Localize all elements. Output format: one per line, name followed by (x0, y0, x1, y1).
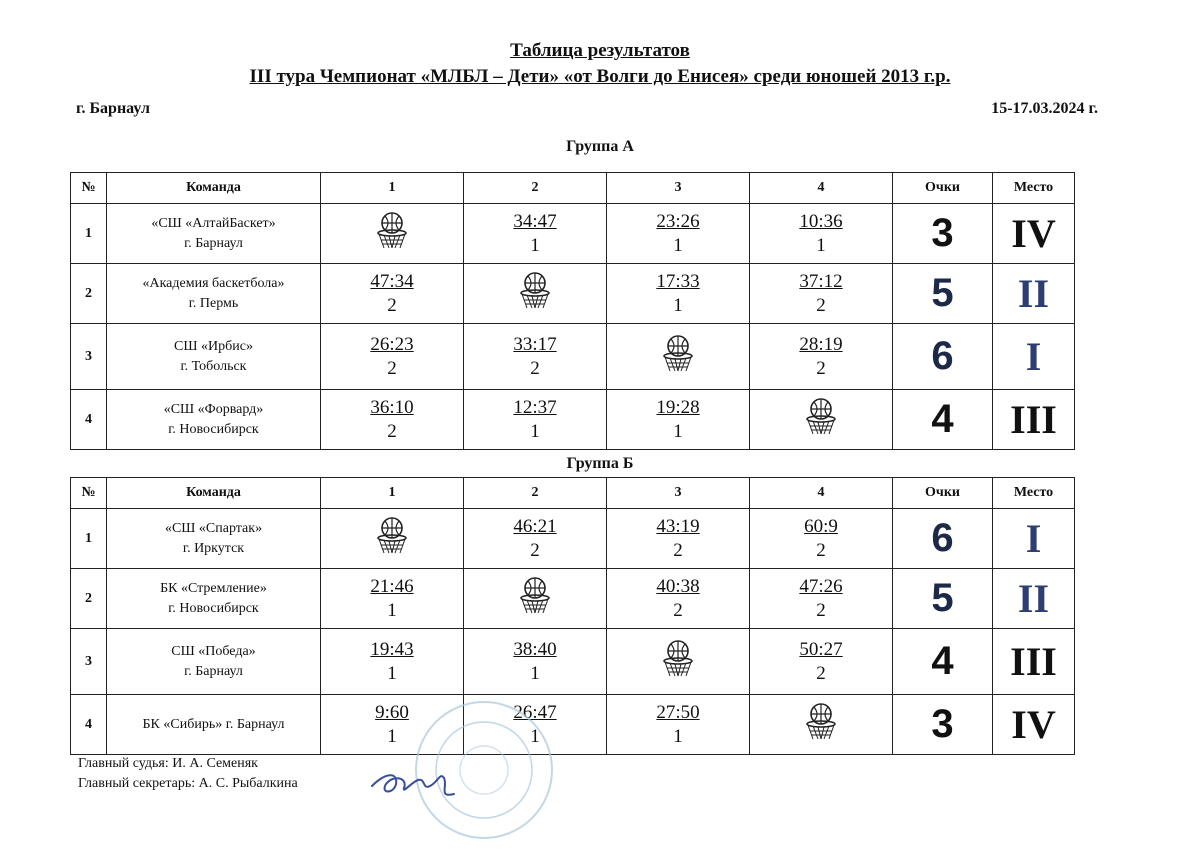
total-points: 3 (893, 204, 993, 264)
place-value: I (993, 509, 1075, 569)
game-score: 47:26 (799, 575, 843, 597)
place-value: II (993, 569, 1075, 629)
group-a-table (70, 172, 1075, 450)
col-team: Команда (107, 478, 321, 509)
team-city-line: г. Барнаул (184, 663, 243, 679)
team-name (107, 695, 321, 755)
signature-icon (368, 764, 460, 804)
team-name-line: «Академия баскетбола» (142, 275, 285, 291)
self-cell (464, 264, 607, 324)
document-title: Таблица результатов (510, 40, 690, 61)
game-score: 43:19 (656, 515, 700, 537)
team-city-line: г. Иркутск (182, 540, 245, 556)
chief-judge: Главный судья: И. А. Семеняк (78, 756, 258, 771)
self-cell (750, 390, 893, 450)
place-value: III (993, 629, 1075, 695)
game-cell (750, 629, 893, 695)
team-city-line: г. Новосибирск (168, 600, 259, 616)
game-points: 1 (673, 294, 683, 316)
game-score: 26:47 (513, 701, 557, 723)
game-cell (464, 509, 607, 569)
place-value: III (993, 390, 1075, 450)
game-score: 21:46 (370, 575, 414, 597)
team-city-line: г. Тобольск (180, 358, 247, 374)
team-name (107, 509, 321, 569)
game-points: 1 (673, 420, 683, 442)
game-points: 1 (530, 420, 540, 442)
game-points: 1 (673, 234, 683, 256)
game-cell (464, 324, 607, 390)
game-points: 2 (530, 539, 540, 561)
self-cell (750, 695, 893, 755)
self-cell (607, 324, 750, 390)
game-points: 2 (816, 599, 826, 621)
place-value: I (993, 324, 1075, 390)
team-name-line: «СШ «АлтайБаскет» (151, 215, 276, 231)
header-row (71, 478, 1075, 509)
game-points: 1 (816, 234, 826, 256)
game-score: 28:19 (799, 333, 843, 355)
game-points: 1 (530, 725, 540, 747)
game-points: 1 (673, 725, 683, 747)
city-label: г. Барнаул (76, 100, 150, 117)
col-num: № (71, 478, 107, 509)
total-points: 4 (893, 629, 993, 695)
game-points: 2 (816, 539, 826, 561)
chief-secretary: Главный секретарь: А. С. Рыбалкина (78, 776, 298, 791)
game-points: 1 (387, 662, 397, 684)
col-team: Команда (107, 173, 321, 204)
game-score: 33:17 (513, 333, 557, 355)
basketball-hoop-icon (515, 271, 555, 311)
basketball-hoop-icon (372, 516, 412, 556)
game-score: 50:27 (799, 638, 843, 660)
basketball-hoop-icon (801, 702, 841, 742)
game-cell (464, 204, 607, 264)
col-1: 1 (321, 478, 464, 509)
basketball-hoop-icon (658, 334, 698, 374)
game-score: 47:34 (370, 270, 414, 292)
team-name-line: «СШ «Спартак» (164, 520, 263, 536)
team-name (107, 629, 321, 695)
game-points: 2 (816, 662, 826, 684)
table-row (71, 324, 1075, 390)
game-score: 9:60 (375, 701, 409, 723)
place-value: II (993, 264, 1075, 324)
row-number: 3 (71, 629, 107, 695)
team-name (107, 390, 321, 450)
table-row (71, 629, 1075, 695)
row-number: 3 (71, 324, 107, 390)
game-cell (607, 390, 750, 450)
col-1: 1 (321, 173, 464, 204)
game-score: 38:40 (513, 638, 557, 660)
game-cell (607, 569, 750, 629)
game-score: 36:10 (370, 396, 414, 418)
game-cell (321, 629, 464, 695)
game-points: 2 (816, 294, 826, 316)
total-points: 6 (893, 509, 993, 569)
col-place: Место (993, 478, 1075, 509)
group-b-table (70, 477, 1075, 755)
col-place: Место (993, 173, 1075, 204)
place-value: IV (993, 204, 1075, 264)
self-cell (464, 569, 607, 629)
col-4: 4 (750, 478, 893, 509)
game-cell (607, 204, 750, 264)
game-points: 1 (530, 662, 540, 684)
team-name-line: БК «Сибирь» г. Барнаул (142, 716, 285, 732)
total-points: 3 (893, 695, 993, 755)
game-points: 2 (816, 357, 826, 379)
team-name-line: СШ «Победа» (171, 643, 256, 659)
game-cell (750, 509, 893, 569)
col-2: 2 (464, 173, 607, 204)
document-subtitle: III тура Чемпионат «МЛБЛ – Дети» «от Волги до Енисея» среди юношей 2013 г.р. (249, 66, 951, 87)
game-points: 2 (530, 357, 540, 379)
game-cell (321, 390, 464, 450)
col-4: 4 (750, 173, 893, 204)
game-score: 19:28 (656, 396, 700, 418)
team-city-line: г. Пермь (188, 295, 239, 311)
game-points: 2 (387, 294, 397, 316)
header-row (71, 173, 1075, 204)
game-points: 1 (530, 234, 540, 256)
game-points: 1 (387, 599, 397, 621)
game-points: 2 (387, 420, 397, 442)
row-number: 1 (71, 204, 107, 264)
game-score: 34:47 (513, 210, 557, 232)
game-cell (464, 390, 607, 450)
col-3: 3 (607, 173, 750, 204)
col-num: № (71, 173, 107, 204)
table-row (71, 509, 1075, 569)
table-row (71, 695, 1075, 755)
game-points: 2 (673, 539, 683, 561)
game-cell (750, 264, 893, 324)
row-number: 1 (71, 509, 107, 569)
game-score: 19:43 (370, 638, 414, 660)
game-cell (607, 509, 750, 569)
game-cell (464, 629, 607, 695)
game-cell (750, 569, 893, 629)
table-row (71, 264, 1075, 324)
col-3: 3 (607, 478, 750, 509)
row-number: 2 (71, 569, 107, 629)
team-city-line: г. Новосибирск (168, 421, 259, 437)
date-label: 15-17.03.2024 г. (991, 100, 1098, 117)
game-cell (750, 204, 893, 264)
team-name-line: СШ «Ирбис» (174, 338, 253, 354)
game-score: 10:36 (799, 210, 843, 232)
game-cell (321, 324, 464, 390)
total-points: 5 (893, 264, 993, 324)
total-points: 4 (893, 390, 993, 450)
row-number: 2 (71, 264, 107, 324)
basketball-hoop-icon (801, 397, 841, 437)
game-cell (607, 264, 750, 324)
team-name (107, 264, 321, 324)
game-points: 1 (387, 725, 397, 747)
place-value: IV (993, 695, 1075, 755)
self-cell (321, 204, 464, 264)
team-city-line: г. Барнаул (184, 235, 243, 251)
col-2: 2 (464, 478, 607, 509)
game-score: 40:38 (656, 575, 700, 597)
game-score: 46:21 (513, 515, 557, 537)
row-number: 4 (71, 695, 107, 755)
game-score: 27:50 (656, 701, 700, 723)
row-number: 4 (71, 390, 107, 450)
group-a-title: Группа А (566, 138, 634, 155)
table-row (71, 204, 1075, 264)
col-points: Очки (893, 478, 993, 509)
self-cell (607, 629, 750, 695)
team-name (107, 204, 321, 264)
col-points: Очки (893, 173, 993, 204)
game-score: 37:12 (799, 270, 843, 292)
basketball-hoop-icon (515, 576, 555, 616)
game-score: 17:33 (656, 270, 700, 292)
total-points: 5 (893, 569, 993, 629)
game-points: 2 (387, 357, 397, 379)
game-cell (321, 264, 464, 324)
game-score: 12:37 (513, 396, 557, 418)
group-b-title: Группа Б (566, 455, 634, 472)
team-name-line: БК «Стремление» (160, 580, 267, 596)
table-row (71, 390, 1075, 450)
table-row (71, 569, 1075, 629)
game-points: 2 (673, 599, 683, 621)
basketball-hoop-icon (658, 639, 698, 679)
self-cell (321, 509, 464, 569)
game-cell (607, 695, 750, 755)
basketball-hoop-icon (372, 211, 412, 251)
game-score: 60:9 (804, 515, 838, 537)
game-cell (321, 569, 464, 629)
team-name (107, 324, 321, 390)
team-name-line: «СШ «Форвард» (163, 401, 264, 417)
game-score: 26:23 (370, 333, 414, 355)
game-cell (750, 324, 893, 390)
team-name (107, 569, 321, 629)
total-points: 6 (893, 324, 993, 390)
game-score: 23:26 (656, 210, 700, 232)
